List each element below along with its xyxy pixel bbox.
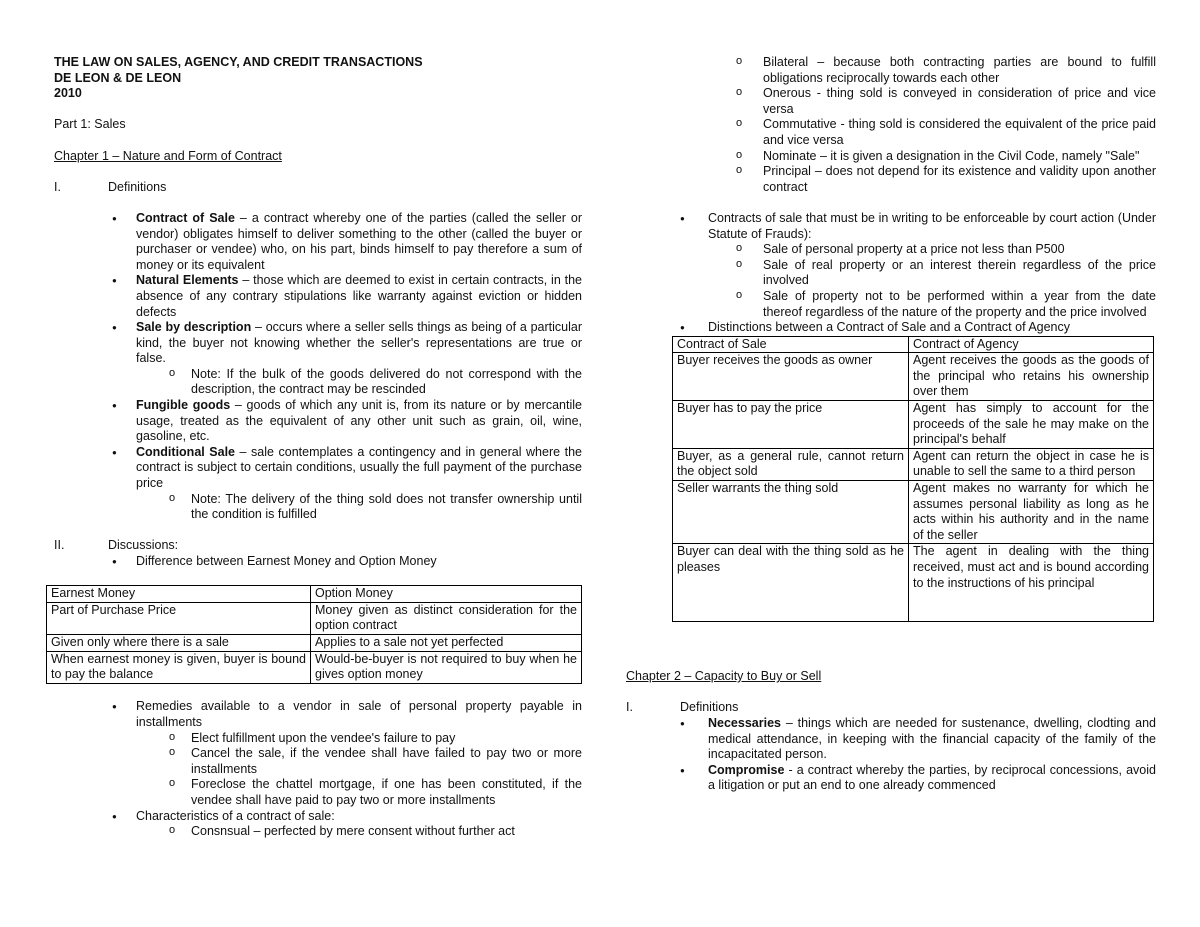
list-item: ● Remedies available to a vendor in sale of personal property payable in installments — [54, 699, 582, 730]
chapter2-title: Chapter 2 – Capacity to Buy or Sell — [626, 669, 822, 684]
writing-list — [626, 211, 1156, 336]
list-item: ● Sale by description – occurs where a seller sells things as being of a particular kind, the buyer not knowing whether the seller's representations are true or false. — [54, 320, 582, 367]
chapter1-title: Chapter 1 – Nature and Form of Contract — [54, 148, 282, 163]
sub-list-item: o Nominate – it is given a designation in the Civil Code, namely "Sale" — [626, 149, 1156, 165]
table-cell: Agent makes no warranty for which he assumes personal liability as long as he acts within his authority and in the name of the seller — [909, 481, 1154, 544]
sub-list-item: o Sale of property not to be performed within a year from the date thereof regardless of the nature of the property and the price involved — [626, 289, 1156, 320]
sub-list-item: o Bilateral – because both contracting parties are bound to fulfill obligations reciprocally towards each other — [626, 55, 1156, 86]
section-title: Discussions: — [108, 538, 179, 553]
sub-list-item: o Sale of real property or an interest therein regardless of the price involved — [626, 258, 1156, 289]
table-row — [47, 602, 582, 634]
section-definitions-ch2 — [626, 700, 1156, 716]
sub-list-item: o Consnsual – perfected by mere consent without further act — [54, 824, 582, 840]
list-item: ● Fungible goods – goods of which any unit is, from its nature or by mercantile usage, treated as the equivalent of any other unit such as grain, oil, wine, gasoline, etc. — [54, 398, 582, 445]
list-item: ● Contract of Sale – a contract whereby one of the parties (called the seller or vendor) obligates himself to deliver something to the other (called the buyer or purchaser or vendee) who, on his part, binds himself to pay therefore a sum of money or its equivalent — [54, 211, 582, 273]
earnest-option-table — [46, 585, 582, 684]
sub-list-item: o Foreclose the chattel mortgage, if one has been constituted, if the vendee shall have paid to pay two or more installments — [54, 777, 582, 808]
sub-list-item: o Commutative - thing sold is considered the equivalent of the price paid and vice versa — [626, 117, 1156, 148]
table-cell: Agent can return the object in case he is unable to sell the same to a third person — [909, 448, 1154, 480]
table-header-cell: Contract of Sale — [673, 336, 909, 353]
list-item: ● Characteristics of a contract of sale: — [54, 809, 582, 825]
doc-year: 2010 — [54, 86, 82, 101]
table-cell: Would-be-buyer is not required to buy when he gives option money — [311, 651, 582, 683]
table-header-cell: Contract of Agency — [909, 336, 1154, 353]
table-cell: Buyer, as a general rule, cannot return the object sold — [673, 448, 909, 480]
table-header-row — [47, 586, 582, 603]
doc-authors: DE LEON & DE LEON — [54, 70, 182, 85]
definitions-list-ch2 — [626, 716, 1156, 794]
sub-list-item: o Sale of personal property at a price not less than P500 — [626, 242, 1156, 258]
section-number: II. — [54, 538, 65, 553]
sub-list-item: o Onerous - thing sold is conveyed in consideration of price and vice versa — [626, 86, 1156, 117]
section-definitions — [54, 180, 582, 196]
table-cell: The agent in dealing with the thing received, must act and is bound according to the instructions of his principal — [909, 544, 1154, 622]
list-item: ● Contracts of sale that must be in writing to be enforceable by court action (Under Statute of Frauds): — [626, 211, 1156, 242]
table-header-cell: Option Money — [311, 586, 582, 603]
sale-agency-table — [672, 336, 1154, 623]
list-item: ● Distinctions between a Contract of Sale and a Contract of Agency — [626, 320, 1156, 336]
table-row — [673, 401, 1154, 449]
remedies-list — [54, 699, 582, 839]
list-item: ● Natural Elements – those which are deemed to exist in certain contracts, in the absence of any contrary stipulations like warranty against eviction or hidden defects — [54, 273, 582, 320]
table-cell: Agent has simply to account for the proceeds of the sale he may make on the principal's behalf — [909, 401, 1154, 449]
table-header-row — [673, 336, 1154, 353]
table-row — [47, 651, 582, 683]
table-cell: Buyer has to pay the price — [673, 401, 909, 449]
part-title: Part 1: Sales — [54, 117, 126, 132]
list-item: ● Compromise - a contract whereby the parties, by reciprocal concessions, avoid a litigation or put an end to one already commenced — [626, 763, 1156, 794]
list-item: ● Difference between Earnest Money and Option Money — [54, 554, 582, 570]
section-title: Definitions — [108, 179, 167, 194]
table-cell: Agent receives the goods as the goods of the principal who retains his ownership over them — [909, 353, 1154, 401]
table-row — [47, 634, 582, 651]
table-cell: Buyer can deal with the thing sold as he pleases — [673, 544, 909, 622]
list-item: ● Conditional Sale – sale contemplates a contingency and in general where the contract is subject to certain conditions, usually the full payment of the purchase price — [54, 445, 582, 492]
sub-list-item: o Elect fulfillment upon the vendee's failure to pay — [54, 731, 582, 747]
sub-list-item: o Principal – does not depend for its existence and validity upon another contract — [626, 164, 1156, 195]
table-row — [673, 481, 1154, 544]
table-cell: Part of Purchase Price — [47, 602, 311, 634]
table-cell: Money given as distinct consideration for the option contract — [311, 602, 582, 634]
list-item: ● Necessaries – things which are needed for sustenance, dwelling, clodting and medical attendance, in keeping with the financial capacity of the family of the incapacitated person. — [626, 716, 1156, 763]
table-header-cell: Earnest Money — [47, 586, 311, 603]
left-column — [51, 55, 583, 840]
right-column — [626, 55, 1156, 794]
definitions-list — [54, 211, 582, 523]
table-cell: Given only where there is a sale — [47, 634, 311, 651]
table-cell: Seller warrants the thing sold — [673, 481, 909, 544]
table-row — [673, 353, 1154, 401]
doc-title: THE LAW ON SALES, AGENCY, AND CREDIT TRANSACTIONS — [54, 55, 423, 69]
sub-list-item: o Cancel the sale, if the vendee shall have failed to pay two or more installments — [54, 746, 582, 777]
table-row — [673, 448, 1154, 480]
discussion-list — [54, 554, 582, 570]
note-item: o Note: The delivery of the thing sold does not transfer ownership until the condition is fulfilled — [54, 492, 582, 523]
section-number: I. — [54, 179, 61, 194]
table-cell: Applies to a sale not yet perfected — [311, 634, 582, 651]
note-item: o Note: If the bulk of the goods delivered do not correspond with the description, the contract may be rescinded — [54, 367, 582, 398]
section-discussions — [54, 538, 582, 554]
section-number: I. — [626, 700, 633, 715]
table-row — [673, 544, 1154, 622]
table-cell: When earnest money is given, buyer is bound to pay the balance — [47, 651, 311, 683]
section-title: Definitions — [680, 700, 739, 715]
table-cell: Buyer receives the goods as owner — [673, 353, 909, 401]
characteristics-list-cont — [626, 55, 1156, 195]
